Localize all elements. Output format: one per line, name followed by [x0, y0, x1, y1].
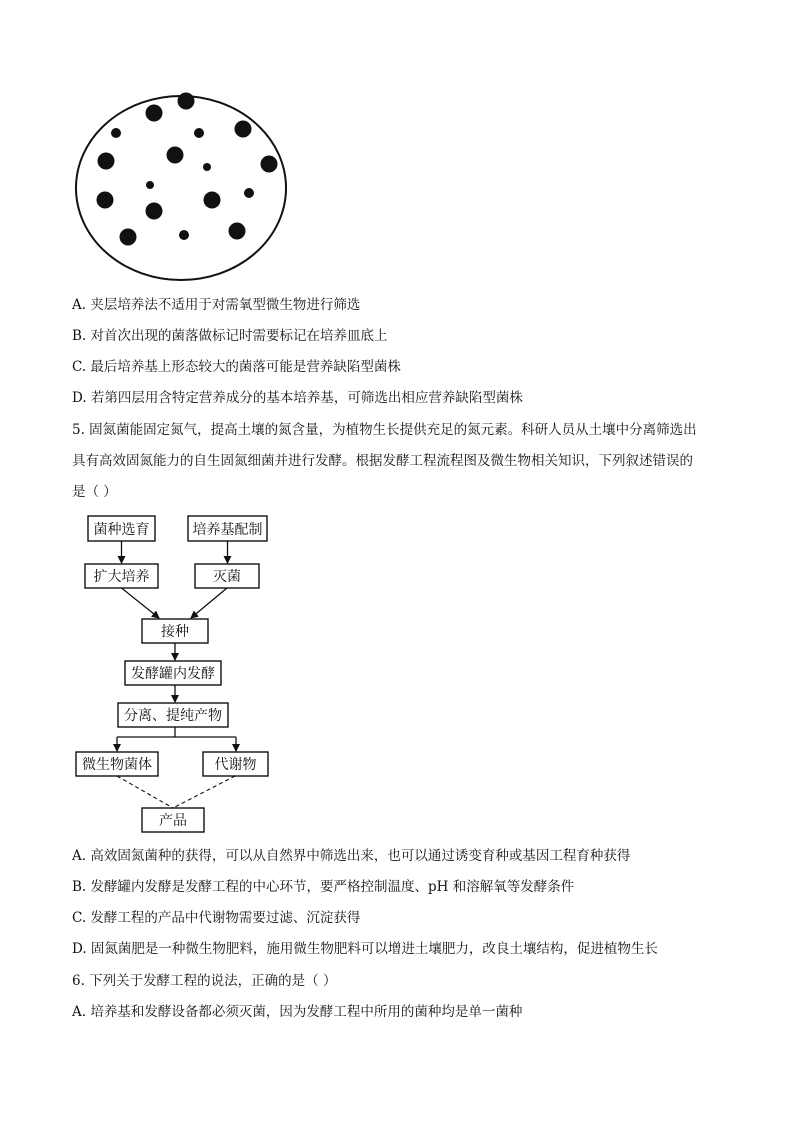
- colony: [203, 163, 211, 171]
- q5-stem-line-3: 是（ ）: [72, 484, 117, 500]
- colony: [98, 153, 115, 170]
- petri-dish-figure: [70, 92, 292, 284]
- colony: [194, 128, 204, 138]
- branch-line: [117, 727, 236, 737]
- colony: [261, 156, 278, 173]
- colony: [229, 223, 246, 240]
- svg-text:分离、提纯产物: 分离、提纯产物: [124, 708, 222, 724]
- svg-text:产品: 产品: [159, 813, 187, 829]
- dashed-connector: [117, 776, 173, 808]
- q5-stem-line-1: 5. 固氮菌能固定氮气，提高土壤的氮含量，为植物生长提供充足的氮元素。科研人员从土壤中分离筛选出: [72, 422, 697, 438]
- q4-option-c: C. 最后培养基上形态较大的菌落可能是营养缺陷型菌株: [72, 359, 401, 375]
- q5-stem-line-2: 具有高效固氮能力的自生固氮细菌并进行发酵。根据发酵工程流程图及微生物相关知识，下列叙述错误的: [72, 453, 693, 469]
- colony: [167, 147, 184, 164]
- box-metabolites: [203, 752, 268, 776]
- svg-text:培养基配制: 培养基配制: [192, 522, 263, 538]
- q6-option-a: A. 培养基和发酵设备都必须灭菌，因为发酵工程中所用的菌种均是单一菌种: [72, 1004, 523, 1020]
- arrow: [191, 588, 227, 618]
- colony: [244, 188, 254, 198]
- arrow: [122, 588, 160, 618]
- svg-text:菌种选育: 菌种选育: [93, 522, 150, 538]
- svg-text:发酵罐内发酵: 发酵罐内发酵: [131, 666, 215, 682]
- q4-option-a: A. 夹层培养法不适用于对需氧型微生物进行筛选: [72, 297, 361, 313]
- q6-stem: 6. 下列关于发酵工程的说法，正确的是（ ）: [72, 973, 337, 989]
- svg-text:扩大培养: 扩大培养: [93, 569, 150, 585]
- colony: [111, 128, 121, 138]
- box-medium-prep: [188, 516, 267, 541]
- colony: [146, 181, 154, 189]
- colony: [204, 192, 221, 209]
- q5-option-a: A. 高效固氮菌种的获得，可以从自然界中筛选出来，也可以通过诱变育种或基因工程育种获得: [72, 848, 631, 864]
- svg-text:微生物菌体: 微生物菌体: [82, 757, 152, 773]
- box-sterilize: [195, 564, 259, 588]
- colony: [146, 203, 163, 220]
- fermentation-flowchart: [70, 514, 280, 836]
- box-product: [142, 808, 204, 832]
- svg-text:灭菌: 灭菌: [213, 569, 241, 585]
- box-fermentation: [125, 661, 221, 685]
- box-microbe-cells: [76, 752, 158, 776]
- colony: [179, 230, 189, 240]
- colony: [97, 192, 114, 209]
- colony: [146, 105, 163, 122]
- box-separation: [118, 703, 228, 727]
- dashed-connector: [173, 776, 235, 808]
- svg-text:代谢物: 代谢物: [214, 757, 257, 773]
- q5-option-b: B. 发酵罐内发酵是发酵工程的中心环节，要严格控制温度、pH 和溶解氧等发酵条件: [72, 879, 575, 895]
- colony: [120, 229, 137, 246]
- q5-option-c: C. 发酵工程的产品中代谢物需要过滤、沉淀获得: [72, 910, 361, 926]
- colony: [235, 121, 252, 138]
- svg-text:接种: 接种: [161, 624, 189, 640]
- petri-dish-outline: [76, 96, 286, 280]
- q5-option-d: D. 固氮菌肥是一种微生物肥料，施用微生物肥料可以增进土壤肥力，改良土壤结构，促进植物生长: [72, 941, 658, 957]
- q4-option-b: B. 对首次出现的菌落做标记时需要标记在培养皿底上: [72, 328, 388, 344]
- box-strain-selection: [88, 516, 155, 541]
- colony: [178, 93, 195, 110]
- q4-option-d: D. 若第四层用含特定营养成分的基本培养基，可筛选出相应营养缺陷型菌株: [72, 390, 523, 406]
- box-inoculate: [142, 619, 208, 643]
- box-expand-culture: [85, 564, 158, 588]
